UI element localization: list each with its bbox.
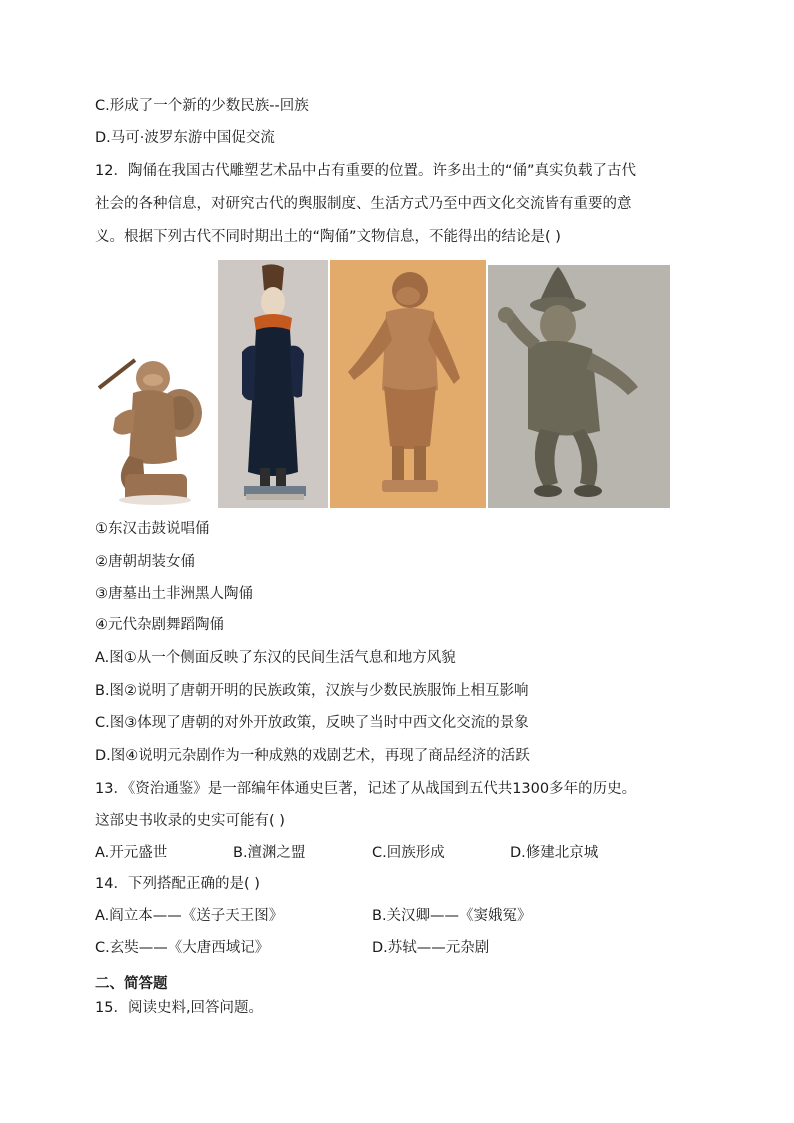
- q12-option-c[interactable]: C.图③体现了唐朝的对外开放政策，反映了当时中西文化交流的景象: [95, 715, 529, 731]
- q12-stem-line2: 社会的各种信息，对研究古代的舆服制度、生活方式乃至中西文化交流皆有重要的意: [95, 196, 632, 212]
- q12-caption-4: ④元代杂剧舞蹈陶俑: [95, 617, 224, 633]
- q12-stem-line1: 12．陶俑在我国古代雕塑艺术品中占有重要的位置。许多出土的“俑”真实负载了古代: [95, 163, 636, 179]
- q13-option-a[interactable]: A.开元盛世: [95, 845, 168, 861]
- section-heading: 二、简答题: [95, 976, 168, 992]
- figurine-3-african-figure: [330, 260, 486, 508]
- q12-caption-1: ①东汉击鼓说唱俑: [95, 521, 210, 537]
- q13-option-b[interactable]: B.澶渊之盟: [233, 845, 306, 861]
- q12-option-d[interactable]: D.图④说明元杂剧作为一种成熟的戏剧艺术，再现了商品经济的活跃: [95, 748, 530, 764]
- q12-option-b[interactable]: B.图②说明了唐朝开明的民族政策，汉族与少数民族服饰上相互影响: [95, 683, 529, 699]
- q13-option-c[interactable]: C.回族形成: [372, 845, 445, 861]
- q14-option-c[interactable]: C.玄奘——《大唐西域记》: [95, 940, 270, 956]
- q14-option-a[interactable]: A.阎立本——《送子天王图》: [95, 908, 284, 924]
- q14-option-d[interactable]: D.苏轼——元杂剧: [372, 940, 490, 956]
- q13-option-d[interactable]: D.修建北京城: [510, 845, 599, 861]
- q13-stem-line1: 13．《资治通鉴》是一部编年体通史巨著，记述了从战国到五代共1300多年的历史。: [95, 781, 637, 797]
- q14-option-b[interactable]: B.关汉卿——《窦娥冤》: [372, 908, 532, 924]
- figurine-photo-strip: [95, 258, 675, 510]
- prev-option-c: C.形成了一个新的少数民族--回族: [95, 98, 309, 114]
- q13-stem-line2: 这部史书收录的史实可能有( ): [95, 813, 285, 829]
- prev-option-d: D.马可·波罗东游中国促交流: [95, 130, 275, 146]
- figurine-4-zaju-dancer: [488, 265, 670, 508]
- q12-caption-2: ②唐朝胡装女俑: [95, 554, 195, 570]
- q12-caption-3: ③唐墓出土非洲黑人陶俑: [95, 586, 253, 602]
- q15-stem: 15．阅读史料,回答问题。: [95, 1000, 264, 1016]
- figurine-1-drum-storyteller: [95, 348, 213, 508]
- q14-stem: 14．下列搭配正确的是( ): [95, 876, 260, 892]
- figurine-2-hu-dress-lady: [218, 260, 328, 508]
- q12-option-a[interactable]: A.图①从一个侧面反映了东汉的民间生活气息和地方风貌: [95, 650, 456, 666]
- q12-stem-line3: 义。根据下列古代不同时期出土的“陶俑”文物信息，不能得出的结论是( ): [95, 229, 561, 245]
